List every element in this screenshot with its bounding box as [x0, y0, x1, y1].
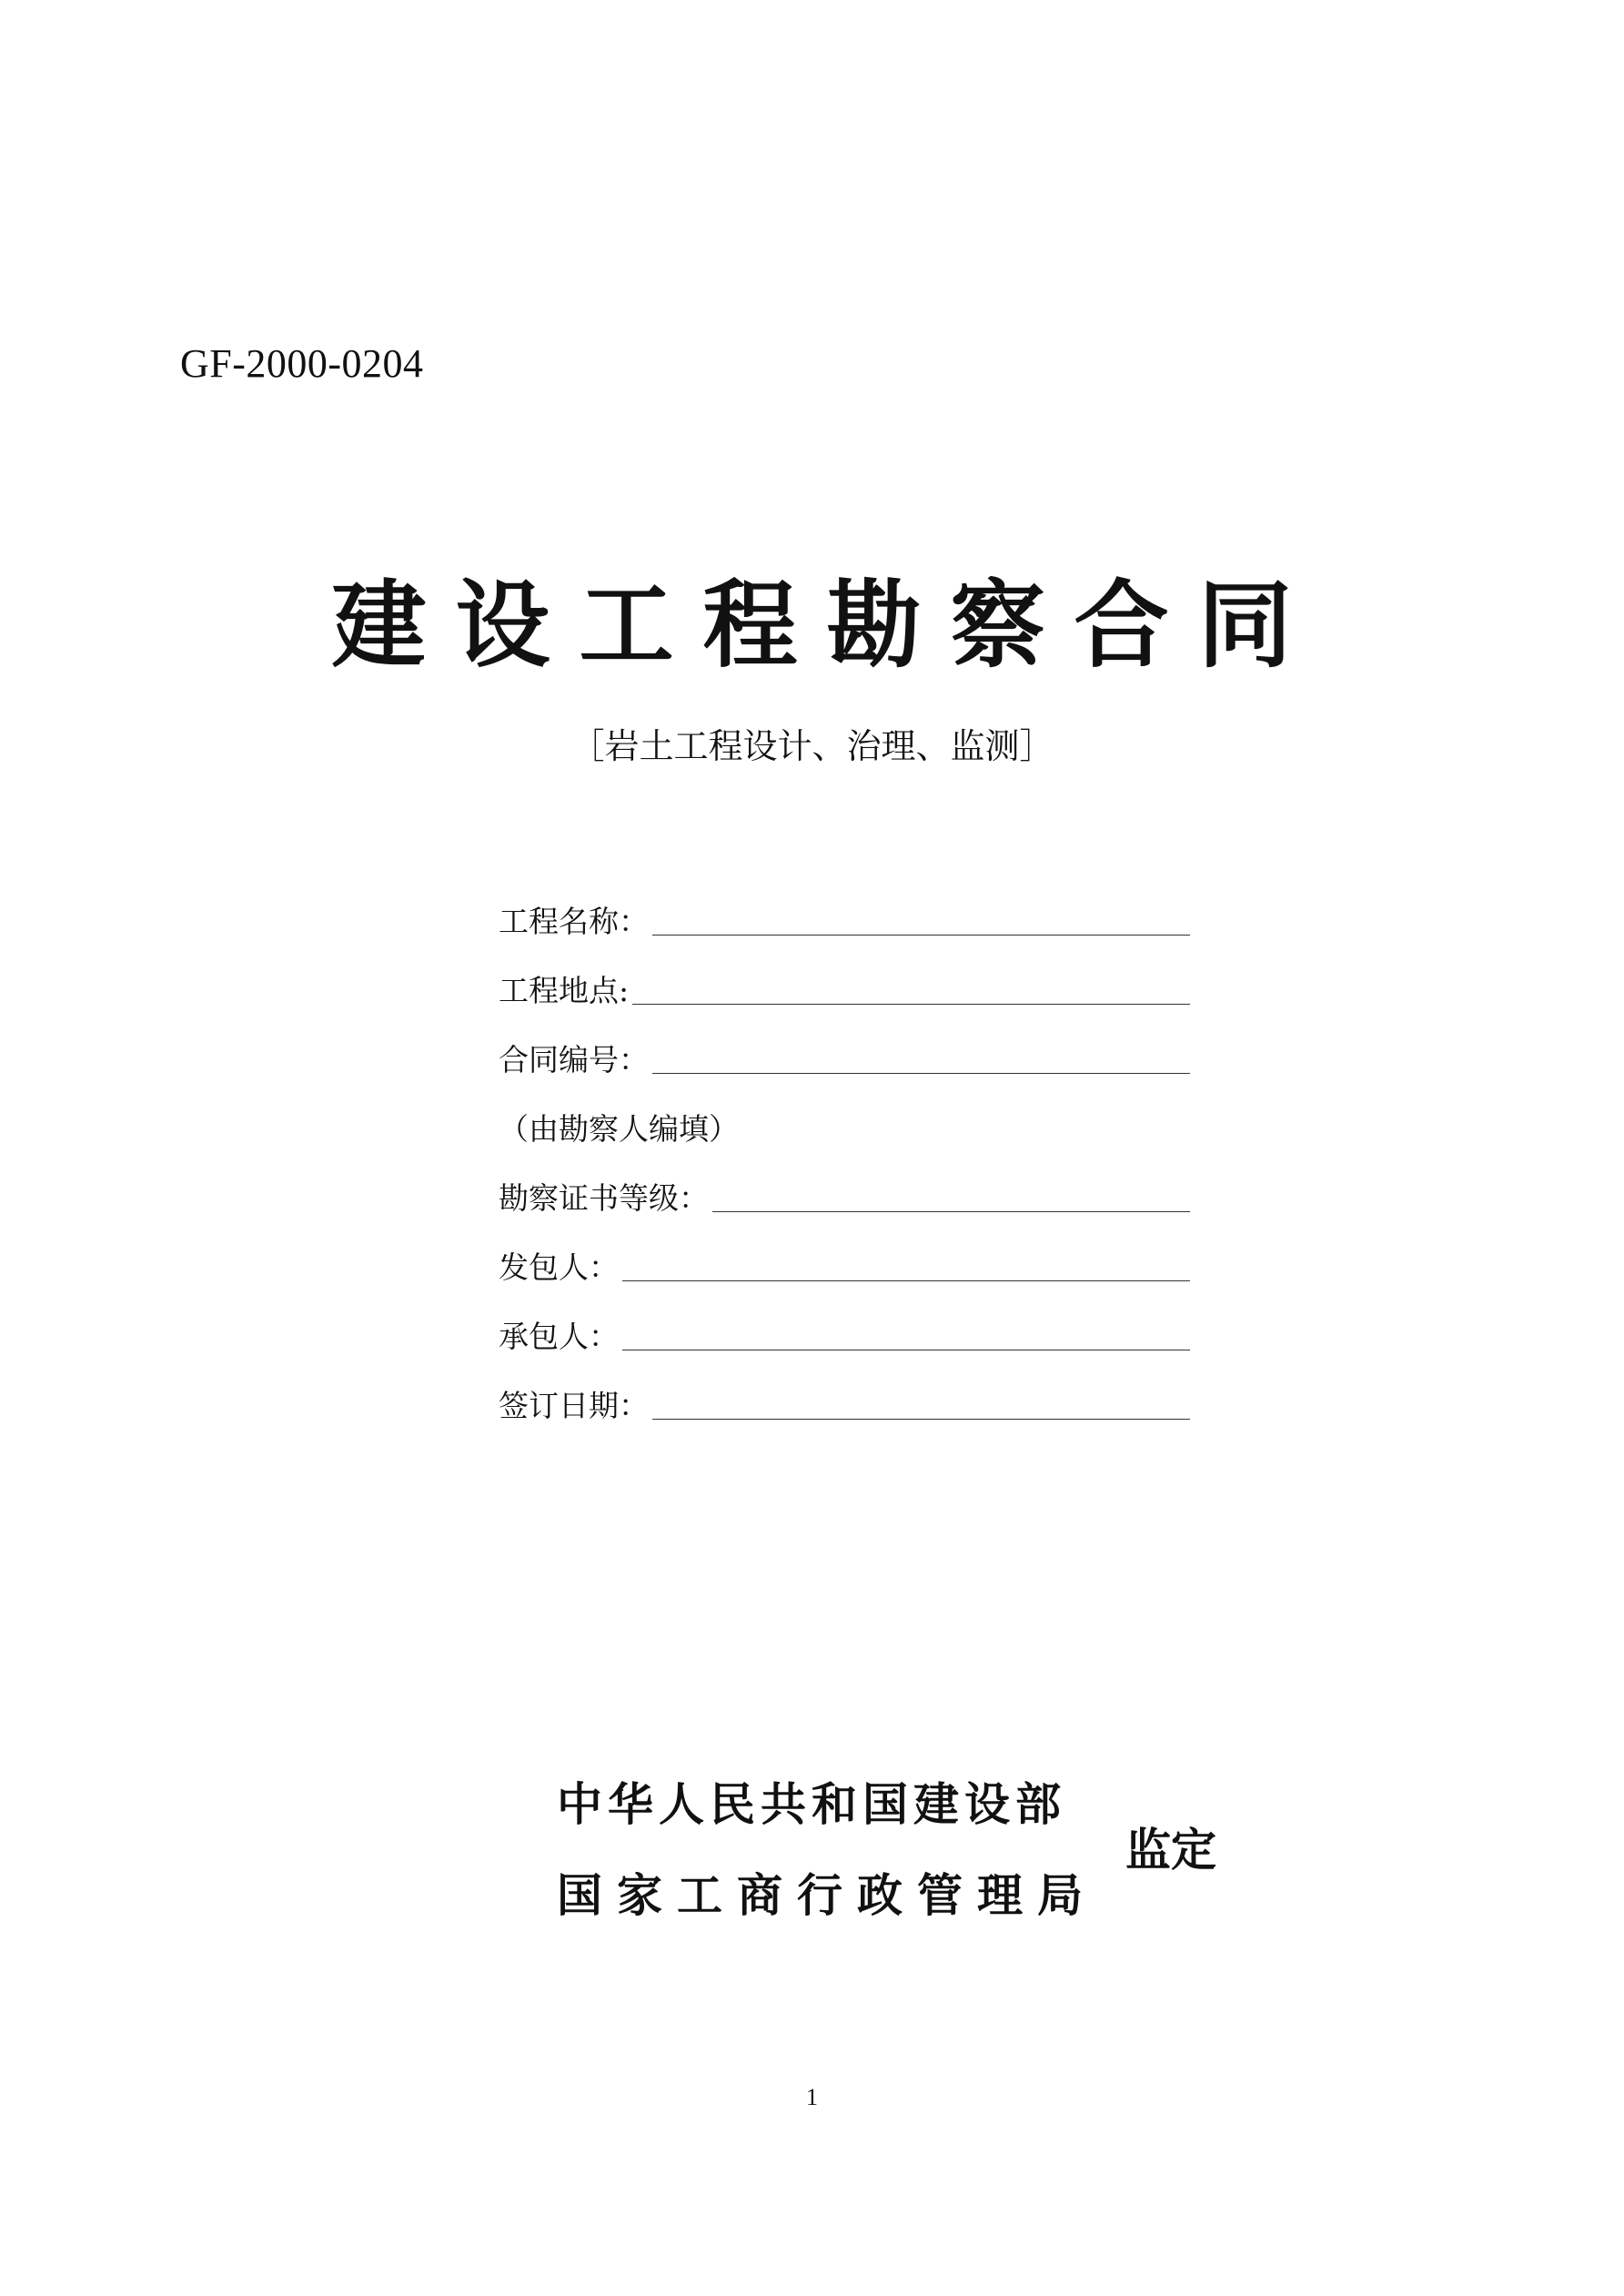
field-label: 发包人：: [499, 1249, 619, 1285]
document-title-text: 建设工程勘察合同: [331, 570, 1322, 681]
field-contract-number: [499, 1017, 1190, 1086]
document-subtitle: ［岩土工程设计、治理、监测］: [570, 726, 1054, 766]
fill-in-line[interactable]: [632, 1003, 1190, 1005]
fill-in-line[interactable]: [712, 1210, 1190, 1212]
field-label: 承包人：: [499, 1319, 619, 1354]
document-title: [0, 570, 1624, 681]
page-number: 1: [806, 2084, 818, 2110]
field-certificate-grade: [499, 1155, 1190, 1224]
field-contractor: [499, 1293, 1190, 1362]
field-label: 合同编号：: [499, 1042, 649, 1077]
field-label: 工程名称：: [499, 904, 649, 939]
approval-mark: 监定: [1125, 1824, 1216, 1876]
field-label: 签订日期：: [499, 1388, 649, 1423]
field-signing-date: [499, 1362, 1190, 1431]
authority-ministry-of-construction: 中华人民共和国建设部: [557, 1778, 1066, 1831]
document-code: GF-2000-0204: [180, 341, 424, 386]
field-note: （由勘察人编填）: [499, 1111, 739, 1147]
cover-form: [499, 878, 1190, 1431]
field-project-location: [499, 947, 1190, 1017]
field-note-filled-by-surveyor: [499, 1086, 1190, 1155]
field-label: 勘察证书等级：: [499, 1180, 709, 1216]
issuing-authorities: [557, 1773, 1248, 1955]
authority-industry-commerce-bureau: 国家工商行政管理局: [557, 1869, 1097, 1922]
fill-in-line[interactable]: [622, 1349, 1190, 1350]
field-employer: [499, 1224, 1190, 1293]
fill-in-line[interactable]: [652, 934, 1190, 936]
field-project-name: [499, 878, 1190, 947]
fill-in-line[interactable]: [622, 1279, 1190, 1281]
fill-in-line[interactable]: [652, 1418, 1190, 1420]
field-label: 工程地点:: [499, 973, 630, 1008]
fill-in-line[interactable]: [652, 1072, 1190, 1074]
